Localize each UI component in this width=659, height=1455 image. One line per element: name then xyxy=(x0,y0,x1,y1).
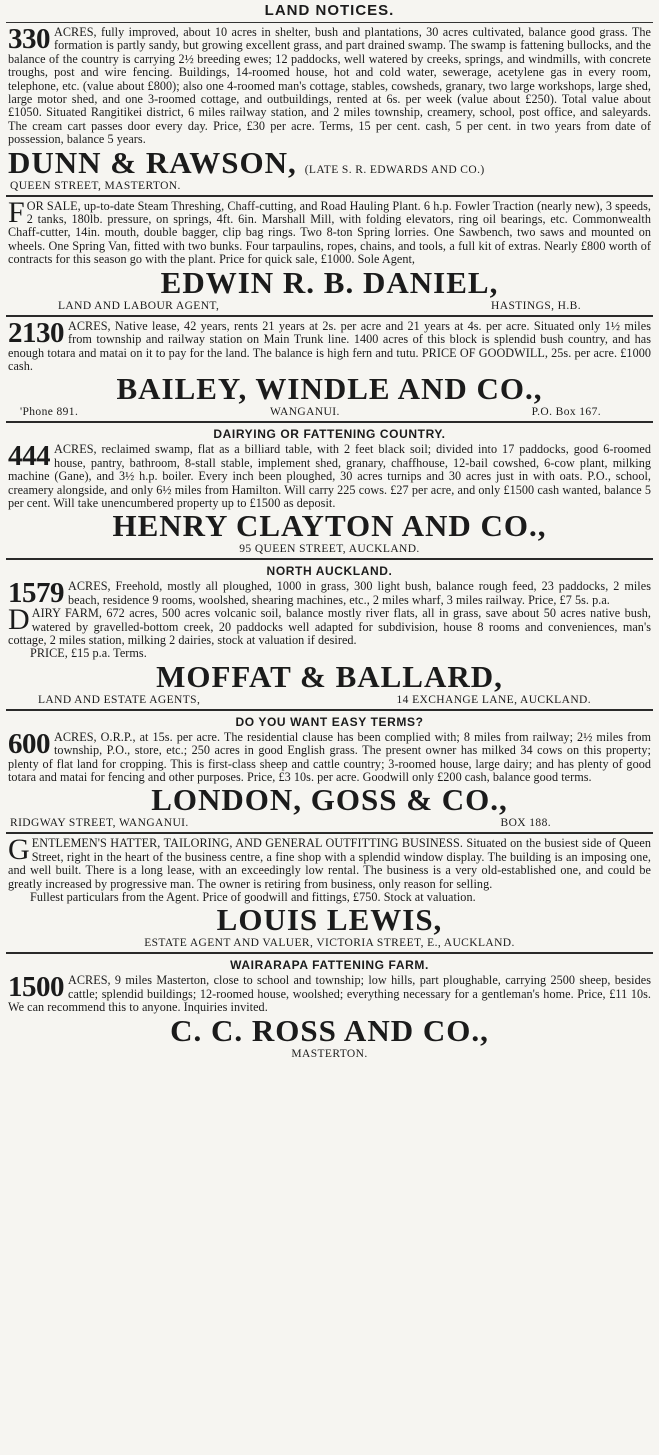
acreage-number: 444 xyxy=(8,440,50,473)
ad-body xyxy=(8,195,651,267)
ad-dunn-rawson xyxy=(6,23,653,195)
firm-name: LOUIS LEWIS, xyxy=(216,902,443,938)
ad-heading: WAIRARAPA FATTENING FARM. xyxy=(230,958,429,973)
firm-address xyxy=(8,1047,651,1061)
ad-text: ENTLEMEN'S HATTER, TAILORING, AND GENERAL OUTFITTING BUSINESS. Situated on the busiest side of Queen Street, right in the heart of the business centre, a fine shop with a splendid window display. The building is an imposing one, and well built. There is a long lease, with an exceedingly low rental. The business is a very old-established one, and could be greatly increased by progressive man. The owner is retiring from business, only reason for selling. xyxy=(8,836,651,891)
ad-text: ACRES, reclaimed swamp, flat as a billiard table, with 2 feet black soil; divided into 17 paddocks, good 6-roomed house, pantry, bathroom, 8-stall stable, implement shed, granary, chaffhouse, 12-bail cowshed, 6-cow plant, milking machine (Gane), and 3½ h.p. boiler. Every inch been ploughed, 30 acres turnips and 30 acres just in with oats. P.O., school, creamery alongside, and only 6½ miles from Hamilton. Will carry 225 cows. £27 per acre, and only £1500 cash wanted, balance 5 per cent. Will take unencumbered property up to £1500 as deposit. xyxy=(8,442,651,510)
firm-name: MOFFAT & BALLARD, xyxy=(156,658,503,694)
acreage-number: 1579 xyxy=(8,577,64,610)
firm-name: HENRY CLAYTON AND CO., xyxy=(112,508,547,544)
section-title: LAND NOTICES. xyxy=(6,0,653,23)
ad-body xyxy=(8,727,651,785)
ad-body xyxy=(8,316,651,374)
acreage-number: 2130 xyxy=(8,316,64,349)
address-right: BOX 188. xyxy=(500,817,551,830)
address-text: 95 QUEEN STREET, AUCKLAND. xyxy=(239,543,420,556)
ad-body xyxy=(8,971,651,1015)
ad-henry-clayton xyxy=(6,423,653,558)
ad-heading: DO YOU WANT EASY TERMS? xyxy=(235,714,424,729)
ad-text: ACRES, fully improved, about 10 acres in shelter, bush and plantations, 30 acres cultivated, balance good grass. The formation is partly sandy, but growing excellent grass, and part drained swamp. The swamp is fattening bullocks, and the balance of the country is carrying 2½ breeding ewes; 12 paddocks, well watered by creeks, springs, and windmills, with concrete troughs, post and wire fencing. Buildings, 14-roomed house, hot and cold water, sewerage, acetylene gas in every room, telephone, etc. (value about £800); also one 4-roomed man's cottage, stables, cowsheds, granary, two large workshops, large shed, large motor shed, and one 3-roomed cottage, and outbuildings, rented at 6s. per week (value about £250). Total value about £1050. Situated Rangitikei district, 6 miles railway station, and 2 miles township, creamery, school, post office, and saleyards. The cream cart passes door every day. Price, £30 per acre. Terms, 15 per cent. cash, 5 per cent. in two years from date of possession, balance 5 years. xyxy=(8,25,651,147)
firm-line xyxy=(8,144,651,180)
acreage-number: 600 xyxy=(8,727,50,760)
ad-body-2 xyxy=(8,603,651,647)
firm-subtitle: (LATE S. R. EDWARDS AND CO.) xyxy=(304,163,485,176)
ad-body xyxy=(8,440,651,510)
ad-body xyxy=(8,23,651,147)
drop-cap: F xyxy=(8,195,25,229)
firm-address xyxy=(8,693,651,707)
drop-cap: D xyxy=(8,603,30,637)
firm-name: BAILEY, WINDLE AND CO., xyxy=(116,371,543,407)
ad-heading: NORTH AUCKLAND. xyxy=(266,564,393,579)
ad-text: ACRES, Freehold, mostly all ploughed, 1000 in grass, 300 light bush, balance rough feed, 23 paddocks, 2 miles beach, residence 9 rooms, woolshed, shearing machines, etc., 2 miles wharf, 3 miles railway. Price, £7 5s. p.a. xyxy=(68,579,651,607)
firm-address xyxy=(8,179,651,193)
acreage-number: 330 xyxy=(8,23,50,55)
ad-body xyxy=(8,833,651,891)
ad-body-2: Fullest particulars from the Agent. Price of goodwill and fittings, £750. Stock at valuation. xyxy=(30,890,476,905)
ad-heading: DAIRYING OR FATTENING COUNTRY. xyxy=(213,427,446,442)
firm-address xyxy=(8,299,651,313)
firm-name: LONDON, GOSS & CO., xyxy=(151,782,508,818)
ad-bailey-windle xyxy=(6,317,653,422)
ad-text-2: AIRY FARM, 672 acres, 500 acres volcanic soil, balance mostly river flats, all in grass, save about 50 acres native bush, watered by gravelled-bottom creek, 20 paddocks well adapted for subdivision, house 8 rooms and conveniences, man's cottage, 2 miles station, milking 2 dairies, stock at valuation if desired. xyxy=(8,606,651,647)
address-right: 14 EXCHANGE LANE, AUCKLAND. xyxy=(396,693,591,706)
ad-london-goss xyxy=(6,711,653,833)
firm-name: EDWIN R. B. DANIEL, xyxy=(160,264,499,300)
phone: 'Phone 891. xyxy=(20,406,79,419)
address-text: QUEEN STREET, MASTERTON. xyxy=(10,179,181,192)
po-box: P.O. Box 167. xyxy=(531,406,601,419)
ad-cc-ross xyxy=(6,954,653,1062)
firm-address xyxy=(8,542,651,556)
town: WANGANUI. xyxy=(270,406,340,419)
address-text: ESTATE AGENT AND VALUER, VICTORIA STREET, E., AUCKLAND. xyxy=(144,937,515,950)
address-left: LAND AND ESTATE AGENTS, xyxy=(38,693,201,706)
price-line: PRICE, £15 p.a. Terms. xyxy=(30,646,147,661)
ad-edwin-daniel xyxy=(6,197,653,315)
firm-name: C. C. ROSS AND CO., xyxy=(170,1012,489,1048)
ad-body xyxy=(8,577,651,610)
drop-cap: G xyxy=(8,833,30,867)
address-right: HASTINGS, H.B. xyxy=(491,299,581,312)
ad-louis-lewis xyxy=(6,834,653,952)
ad-text: ACRES, O.R.P., at 15s. per acre. The residential clause has been complied with; 8 miles from railway; 2½ miles from township, P.O., store, etc.; 250 acres in good English grass. The present owner has milked 34 cows on this property; plenty of flat land for cropping. This is first-class sheep and cattle country; 3-roomed house, large dairy; and has plenty of good totara and matai for fencing and other purposes. Price, £3 10s. per acre. Goodwill only £200 cash, balance good terms. xyxy=(8,729,651,784)
ad-moffat-ballard xyxy=(6,560,653,708)
ad-text: ACRES, 9 miles Masterton, close to school and township; low hills, part ploughable, carrying 2500 sheep, besides cattle; splendid buildings; 12-roomed house, woolshed; everything necessary for a gentleman's home. Price, £11 10s. We can recommend this to anyone. Inquiries invited. xyxy=(8,973,651,1015)
address-left: LAND AND LABOUR AGENT, xyxy=(58,299,220,312)
acreage-number: 1500 xyxy=(8,971,64,1004)
firm-name: DUNN & RAWSON, xyxy=(8,144,297,180)
firm-address xyxy=(8,936,651,950)
address-left: RIDGWAY STREET, WANGANUI. xyxy=(10,817,189,830)
firm-address xyxy=(8,816,651,830)
ad-text: ACRES, Native lease, 42 years, rents 21 years at 2s. per acre and 21 years at 4s. per acre. Situated only 1½ miles from township and railway station on Main Trunk line. 1400 acres of this block is splendid bush country, and has enough totara and matai on it to pay for the land. The balance is high fern and tutu. PRICE OF GOODWILL, 25s. per acre. £1000 cash. xyxy=(8,318,651,373)
ad-text: OR SALE, up-to-date Steam Threshing, Chaff-cutting, and Road Hauling Plant. 6 h.p. Fowler Traction (nearly new), 3 speeds, 2 tanks, 180lb. pressure, on springs, 4ft. 6in. Marshall Mill, with folding elevators, ring oil bearings, etc. Commonwealth Chaff-cutter, 14in. mouth, double bagger, clip bag rings. Two 8-ton Spring lorries. One Sawbench, two saws and mounted on wheels. One Spring Van, fitted with two bunks. Four tarpaulins, ropes, chains, and tools, a full kit of extras. Nearly £800 worth of contracts for this season go with the plant. Price for quick sale, £1000. Sole Agent, xyxy=(8,198,651,267)
firm-address xyxy=(8,405,651,419)
address-text: MASTERTON. xyxy=(291,1047,368,1060)
